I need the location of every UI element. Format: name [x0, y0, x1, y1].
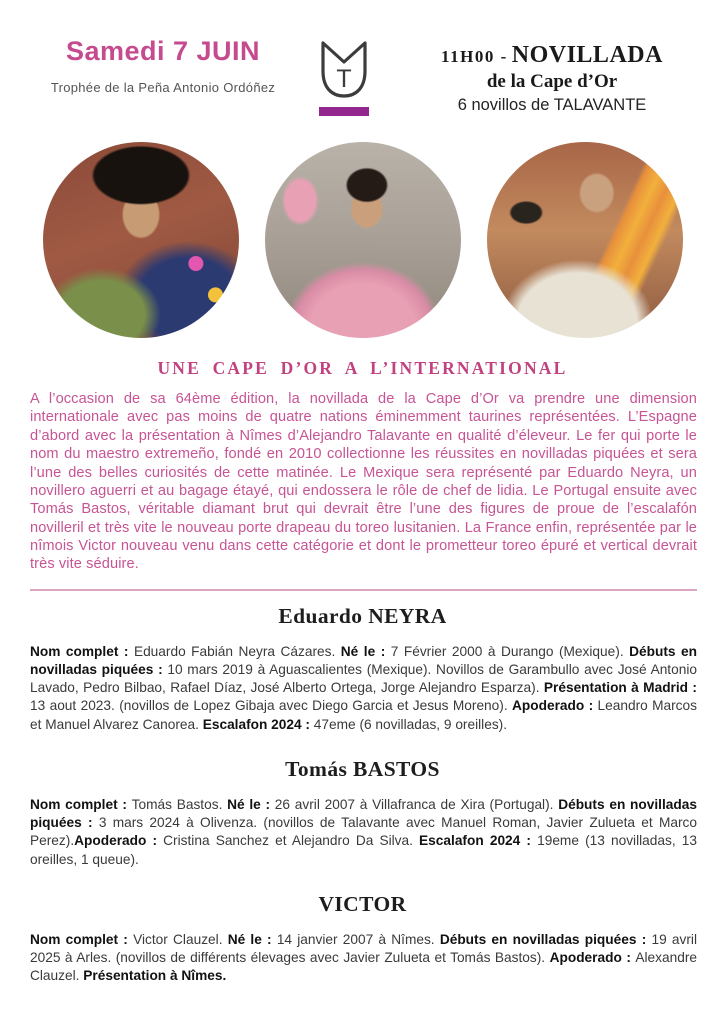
intro-paragraph: A l’occasion de sa 64ème édition, la novillada de la Cape d’Or va prendre une dimension internationale avec pas moins de quatre nations éminemment taurines représentées. L’Espagne d’abord avec la présentation à Nîmes d’Alejandro Talavante en qualité d’éleveur. Le fer qui porte le nom du maestro extremeño, fondé en 2010 collectionne les réussites en novilladas piquées et sera l’une des belles curiosités de cette matinée. Le Mexique sera représenté par Eduardo Neyra, un novillero aguerri et au bagage étayé, qui endossera le rôle de chef de lidia. Le Portugal ensuite avec Tomás Bastos, véritable diamant brut qui devrait être l’une des figures de proue de l’escalafón novilleril et très vite le nouveau porte drapeau du toreo lusitanien. La France enfin, représentée par le nîmois Victor nouveau venu dans cette catégorie et dont le prometteur toreo épuré et vertical devrait très vite séduire. — [30, 391, 697, 573]
intro-heading: UNE CAPE D’OR A L’INTERNATIONAL — [157, 358, 568, 378]
event-time-title — [401, 42, 703, 69]
torero-photo-center — [265, 142, 461, 338]
event-block — [401, 36, 703, 115]
torero-bio: Nom complet : Eduardo Fabián Neyra Cázares. Né le : 7 Février 2000 à Durango (Mexique). Débuts en novilladas piquées : 10 mars 2019 à Aguascalientes (Mexique). Novillos de Garambullo avec José Antonio Lavado, Pedro Bilbao, Rafael Díaz, José Alberto Ortega, Jorge Alejandro Esparza). Présentation à Madrid : 13 aout 2023. (novillos de Lopez Gibaja avec Diego Garcia et Jesus Moreno). Apoderado : Leandro Marcos et Manuel Alvarez Canorea. Escalafon 2024 : 47eme (6 novilladas, 9 oreilles). — [30, 643, 697, 732]
logo-purple-bar — [319, 107, 369, 116]
section-divider — [30, 589, 697, 591]
torero-photos-row — [0, 142, 725, 338]
torero-section-neyra — [0, 604, 725, 734]
torero-name: Tomás BASTOS — [285, 756, 440, 781]
shield-logo-icon — [313, 38, 375, 102]
event-subtitle: de la Cape d’Or — [486, 71, 618, 92]
torero-section-victor — [0, 892, 725, 986]
torero-bio: Nom complet : Victor Clauzel. Né le : 14 janvier 2007 à Nîmes. Débuts en novilladas piquées : 19 avril 2025 à Arles. (novillos de différents élevages avec Javier Zulueta et Tomás Bastos). Apoderado : Alexandre Clauzel. Présentation à Nîmes. — [30, 931, 697, 984]
date-title: Samedi 7 JUIN — [65, 36, 261, 66]
club-logo — [296, 36, 392, 116]
torero-name: Eduardo NEYRA — [278, 603, 447, 628]
trophy-subtitle: Trophée de la Peña Antonio Ordóñez — [50, 80, 276, 95]
event-detail: 6 novillos de TALAVANTE — [457, 96, 647, 114]
logo-letter: T — [336, 65, 352, 93]
torero-photo-right — [487, 142, 683, 338]
event-time: 11H00 - — [441, 47, 508, 66]
header-left — [36, 36, 290, 95]
torero-bio: Nom complet : Tomás Bastos. Né le : 26 avril 2007 à Villafranca de Xira (Portugal). Débuts en novilladas piquées : 3 mars 2024 à Olivenza. (novillos de Talavante avec Manuel Roman, Javier Zulueta et Marco Perez).Apoderado : Cristina Sanchez et Alejandro Da Silva. Escalafon 2024 : 19eme (13 novilladas, 13 oreilles, 1 queue). — [30, 796, 698, 867]
header — [0, 0, 725, 116]
torero-name: VICTOR — [318, 891, 407, 916]
event-title: NOVILLADA — [511, 42, 663, 68]
torero-photo-left — [43, 142, 239, 338]
torero-section-bastos — [0, 757, 725, 869]
